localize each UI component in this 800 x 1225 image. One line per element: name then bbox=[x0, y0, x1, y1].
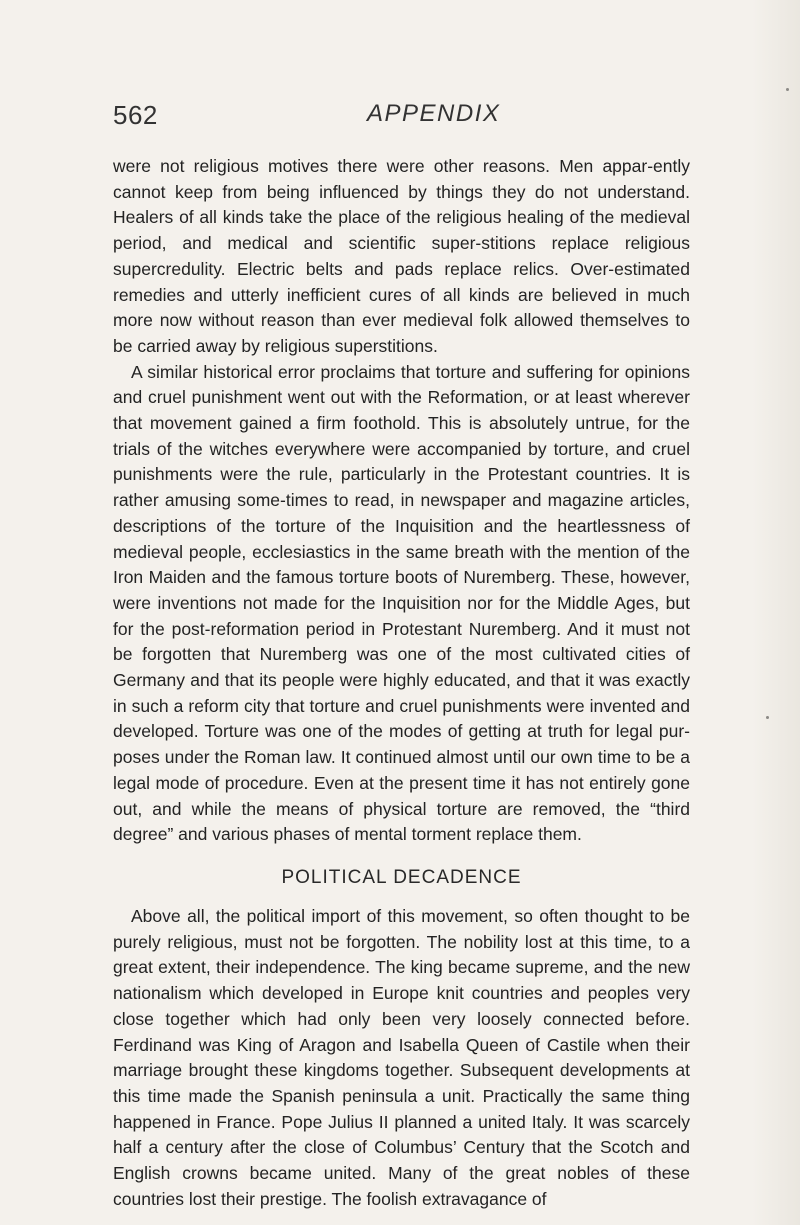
scan-speck bbox=[786, 88, 789, 91]
page-header bbox=[113, 100, 690, 140]
body-text bbox=[113, 154, 690, 1212]
paragraph-torture: A similar historical error proclaims that torture and suffering for opinions and cruel punishment went out with the Reformation, or at least wherever that movement gained a firm foothold. This is absolutely untrue, for the trials of the witches everywhere were accompanied by torture, and cruel punishments were the rule, particularly in the Protestant countries. It is rather amusing some-times to read, in newspaper and magazine articles, descriptions of the torture of the Inquisition and the heartlessness of medieval people, ecclesiastics in the same breath with the mention of the Iron Maiden and the famous torture boots of Nuremberg. These, however, were inventions not made for the Inquisition nor for the Middle Ages, but for the post-reformation period in Protestant Nuremberg. And it must not be forgotten that Nuremberg was one of the most cultivated cities of Germany and that its people were highly educated, and that it was exactly in such a reform city that torture and cruel punishments were invented and developed. Torture was one of the modes of getting at truth for legal pur-poses under the Roman law. It continued almost until our own time to be a legal mode of procedure. Even at the present time it has not entirely gone out, and while the means of physical torture are removed, the “third degree” and various phases of mental torment replace them. bbox=[113, 361, 690, 845]
scan-speck bbox=[766, 716, 769, 719]
paragraph-political: Above all, the political import of this movement, so often thought to be purely religious, must not be forgotten. The nobility lost at this time, to a great extent, their independence. The king became supreme, and the new nationalism which developed in Europe knit countries and peoples very close together which had only been very loosely connected before. Ferdinand was King of Aragon and Isabella Queen of Castile when their marriage brought these kingdoms together. Subsequent developments at this time made the Spanish peninsula a unit. Practically the same thing happened in France. Pope Julius II planned a united Italy. It was scarcely half a century after the close of Columbus’ Century that the Scotch and English crowns became united. Many of the great nobles of these countries lost their prestige. The foolish extravagance of bbox=[113, 905, 690, 1209]
page-number: 562 bbox=[113, 100, 158, 130]
paragraph-continued: were not religious motives there were other reasons. Men appar-ently cannot keep from being influenced by things they do not understand. Healers of all kinds take the place of the religious healing of the medieval period, and medical and scientific super-stitions replace religious supercredulity. Electric belts and pads replace relics. Over-estimated remedies and utterly inefficient cures of all kinds are believed in much more now without reason than ever medieval folk allowed themselves to be carried away by religious superstitions. bbox=[113, 156, 690, 356]
running-head: APPENDIX bbox=[367, 100, 501, 127]
page-edge-shadow bbox=[752, 0, 800, 1225]
section-heading: POLITICAL DECADENCE bbox=[281, 866, 522, 888]
